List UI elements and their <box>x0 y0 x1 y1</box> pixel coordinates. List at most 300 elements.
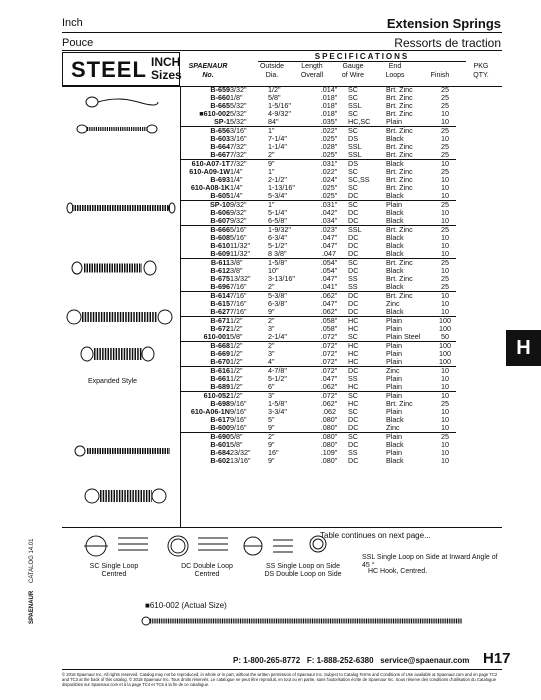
gauge-cell: .041" <box>320 282 338 291</box>
length-cell: 9" <box>268 307 275 316</box>
end-loops-cell: HC <box>348 399 359 408</box>
pkg-qty-cell: 25 <box>441 101 449 110</box>
length-cell: 6-3/4" <box>268 233 287 242</box>
end-loops-cell: SC <box>348 109 358 118</box>
end-loops-cell: DC <box>348 367 386 376</box>
part-number-cell: 610-A08-1K <box>190 183 230 192</box>
gauge-cell: .025" <box>320 191 338 200</box>
pkg-qty-cell: 25 <box>434 201 456 210</box>
pkg-qty-cell: 100 <box>434 342 456 351</box>
spring-icon <box>81 347 93 361</box>
finish-cell: Plain <box>386 349 402 358</box>
length-cell: 84" <box>268 117 279 126</box>
outside-dia-cell: 7/16" <box>230 307 247 316</box>
outside-dia-cell: 5/16" <box>230 226 268 235</box>
end-loops-cell: SC <box>348 392 386 401</box>
end-loops-cell: HC <box>348 382 359 391</box>
end-loops-cell: DC <box>348 423 359 432</box>
finish-cell: Brt. Zinc <box>386 399 413 408</box>
length-cell: 6" <box>268 382 275 391</box>
copyright-notice: © 2018 Spaenaur Inc. All rights reserved. Catalog may not be reproduced, in whole or in part, without the written permission of Spaenaur Inc. Subject to Catalog Terms and Conditions of Use available at Spaenaur.com and on page TC2 and TC3 at the back of this catalog. © 2018 Spaenaur Inc. Tous droits réservés. Le catalogue ne peut être reproduit, en tout ou en partie, sans l'autorisation écrite de Spaenaur Inc. Sous réserve des conditions d'utilisation du Catalogue disponibles sur Spaenaur.com et à la page TC4 et TC5 à la fin de ce catalogue. <box>62 672 498 687</box>
pkg-qty-cell: 10 <box>441 456 449 465</box>
gauge-cell: .080" <box>320 456 338 465</box>
legend-ss-ds: SS Single Loop on Side DS Double Loop on Side <box>264 563 342 578</box>
gauge-cell: .031" <box>310 201 348 210</box>
end-loops-cell: SC <box>348 433 386 442</box>
gauge-cell: .062" <box>310 292 348 301</box>
brand-vertical: SPAENAUR <box>29 590 35 624</box>
end-loops-cell: HC <box>348 324 359 333</box>
part-number-cell: B-606 <box>210 208 230 217</box>
finish-cell: Zinc <box>386 423 400 432</box>
end-loops-cell: SC <box>348 183 358 192</box>
gauge-cell: .109" <box>320 448 338 457</box>
pkg-qty-cell: 10 <box>441 423 449 432</box>
pkg-qty-cell: 10 <box>441 175 449 184</box>
end-loops-cell: DC <box>348 249 359 258</box>
gauge-cell: .023" <box>310 226 348 235</box>
end-loops-cell: DC <box>348 191 359 200</box>
length-cell: 4-7/8" <box>268 367 310 376</box>
end-loops-cell: SS <box>348 374 358 383</box>
outside-dia-cell: 3/8" <box>230 266 243 275</box>
end-loops-cell: DC <box>348 415 359 424</box>
actual-size-spring-icon <box>142 617 150 625</box>
end-loops-cell: DC <box>348 233 359 242</box>
gauge-cell: .018" <box>320 93 338 102</box>
pkg-qty-cell: 10 <box>441 307 449 316</box>
spring-icon <box>67 310 81 324</box>
length-cell: 1/2" <box>268 85 281 94</box>
finish-cell: Brt. Zinc <box>386 93 413 102</box>
outside-dia-cell: 7/32" <box>230 150 247 159</box>
finish-cell: Black <box>386 249 404 258</box>
spring-icon <box>98 99 158 105</box>
spring-icon <box>86 97 98 107</box>
end-loops-cell: DS <box>348 160 386 169</box>
end-loops-cell: SS <box>348 274 358 283</box>
part-number-cell: B-617 <box>210 415 230 424</box>
outside-dia-cell: 5/32" <box>230 101 247 110</box>
gauge-cell: .072" <box>310 342 348 351</box>
gauge-cell: .022" <box>320 167 338 176</box>
length-cell: 2" <box>268 150 275 159</box>
pkg-qty-cell: 10 <box>441 117 449 126</box>
col-header-finish: Finish <box>430 72 450 79</box>
outside-dia-cell: 1/2" <box>230 342 268 351</box>
length-cell: 3-3/4" <box>268 407 287 416</box>
length-cell: 9" <box>268 160 310 169</box>
pkg-qty-cell: 10 <box>434 160 456 169</box>
gauge-cell: .022" <box>310 127 348 136</box>
gauge-cell: .072" <box>310 367 348 376</box>
part-number-cell: B-607 <box>210 216 230 225</box>
length-cell: 2" <box>268 282 275 291</box>
finish-cell: Black <box>386 191 404 200</box>
part-number-cell: B-666 <box>180 226 230 235</box>
part-number-cell: B-690 <box>180 433 230 442</box>
outside-dia-cell: 23/32" <box>230 448 251 457</box>
length-cell: 2-1/2" <box>268 175 287 184</box>
expanded-style-label: Expanded Style <box>88 378 138 385</box>
contact-footer: P: 1-800-265-8772 F: 1-888-252-6380 service@spaenaur.com <box>233 656 470 665</box>
outside-dia-cell: 1/2" <box>230 374 243 383</box>
gauge-cell: .042" <box>320 208 338 217</box>
finish-cell: Black <box>386 266 404 275</box>
end-loops-cell: SC <box>348 259 386 268</box>
finish-cell: Brt. Zinc <box>386 183 413 192</box>
gauge-cell: .058" <box>310 317 348 326</box>
finish-cell: Brt. Zinc <box>386 109 413 118</box>
outside-dia-cell: 5/32" <box>230 109 247 118</box>
spring-illustration-set <box>62 86 180 527</box>
part-number-cell: B-611 <box>180 259 230 268</box>
finish-cell: Plain <box>386 382 402 391</box>
actual-size-label: ■610-002 (Actual Size) <box>145 601 227 610</box>
gauge-cell: .025" <box>320 134 338 143</box>
outside-dia-cell: 1/2" <box>230 349 243 358</box>
gauge-cell: .025" <box>320 183 338 192</box>
part-number-cell: B-616 <box>180 367 230 376</box>
steel-title: STEEL <box>71 57 147 82</box>
gauge-cell: .018" <box>320 101 338 110</box>
gauge-cell: .047" <box>320 374 338 383</box>
outside-dia-cell: 9/16" <box>230 407 247 416</box>
part-number-cell: B-672 <box>210 324 230 333</box>
header-rule <box>62 32 502 33</box>
length-cell: 3" <box>268 392 310 401</box>
finish-cell: Plain <box>386 392 434 401</box>
gauge-cell: .047" <box>320 233 338 242</box>
pkg-qty-cell: 10 <box>441 208 449 217</box>
end-loops-cell: DC <box>348 456 359 465</box>
finish-cell: Plain <box>386 324 402 333</box>
part-number-cell: B-675 <box>210 274 230 283</box>
end-loops-cell: SC <box>348 127 386 136</box>
part-number-cell: B-656 <box>180 127 230 136</box>
pkg-qty-cell: 10 <box>441 249 449 258</box>
pkg-qty-cell: 25 <box>441 150 449 159</box>
finish-cell: Brt. Zinc <box>386 101 413 110</box>
gauge-cell: .080" <box>320 423 338 432</box>
finish-cell: Plain <box>386 201 434 210</box>
outside-dia-cell: 3/32" <box>230 85 247 94</box>
pkg-qty-cell: 100 <box>434 317 456 326</box>
pkg-qty-cell: 25 <box>441 399 449 408</box>
spring-icon <box>85 489 99 503</box>
part-number-cell: 610-A07-1T <box>180 160 230 169</box>
end-loops-cell: DC <box>348 241 359 250</box>
gauge-cell: .062 <box>322 407 336 416</box>
part-number-cell: B-689 <box>210 382 230 391</box>
part-number-cell: B-601 <box>210 440 230 449</box>
part-number-cell: ■610-002 <box>199 109 230 118</box>
end-loops-cell: SC <box>348 167 358 176</box>
finish-cell: Brt. Zinc <box>386 85 413 94</box>
outside-dia-cell: 1/4" <box>230 167 243 176</box>
gauge-cell: .047" <box>320 274 338 283</box>
gauge-cell: .047" <box>320 299 338 308</box>
outside-dia-cell: 7/32" <box>230 160 268 169</box>
part-number-cell: B-693 <box>210 175 230 184</box>
pkg-qty-cell: 10 <box>441 134 449 143</box>
page-title-french: Ressorts de traction <box>394 36 501 50</box>
end-loops-cell: DC <box>348 299 359 308</box>
finish-cell: Black <box>386 282 404 291</box>
part-number-cell: B-610 <box>210 241 230 250</box>
legend-dc: DC Double Loop Centred <box>181 563 233 578</box>
pkg-qty-cell: 10 <box>441 191 449 200</box>
part-number-cell: SP-1 <box>214 117 230 126</box>
length-cell: 1-5/8" <box>268 399 287 408</box>
finish-cell: Black <box>386 134 404 143</box>
finish-cell: Brt. Zinc <box>386 127 434 136</box>
length-cell: 7-1/4" <box>268 134 287 143</box>
length-cell: 5/8" <box>268 93 281 102</box>
outside-dia-cell: 9/16" <box>230 423 247 432</box>
finish-cell: Plain <box>386 342 434 351</box>
page-title: Extension Springs <box>386 16 501 31</box>
part-number-cell: 610-052 <box>180 392 230 401</box>
gauge-cell: .080" <box>310 433 348 442</box>
length-cell: 4" <box>268 357 275 366</box>
finish-cell: Black <box>386 456 404 465</box>
length-cell: 9" <box>268 456 275 465</box>
pkg-qty-cell: 10 <box>441 407 449 416</box>
outside-dia-cell: 1/2" <box>230 367 268 376</box>
end-loops-cell: SS <box>348 448 358 457</box>
finish-cell: Brt. Zinc <box>386 167 413 176</box>
spring-icon <box>72 262 82 274</box>
outside-dia-cell: 13/32" <box>230 274 251 283</box>
pkg-qty-cell: 10 <box>441 415 449 424</box>
outside-dia-cell: 1/2" <box>230 317 268 326</box>
length-cell: 5-3/8" <box>268 292 310 301</box>
finish-cell: Plain <box>386 374 402 383</box>
part-number-cell: 610-A09-1W <box>189 167 230 176</box>
gauge-cell: .047" <box>320 241 338 250</box>
finish-cell: Black <box>386 160 434 169</box>
length-cell: 4-9/32" <box>268 109 291 118</box>
outside-dia-cell: 11/32" <box>230 249 251 258</box>
finish-cell: Brt. Zinc <box>386 150 413 159</box>
length-cell: 2-1/4" <box>268 332 287 341</box>
outside-dia-cell: 1/8" <box>230 93 243 102</box>
length-cell: 2" <box>268 342 310 351</box>
outside-dia-cell: 3/16" <box>230 127 268 136</box>
pkg-qty-cell: 50 <box>441 332 449 341</box>
finish-cell: Brt. Zinc <box>386 274 413 283</box>
finish-cell: Brt. Zinc <box>386 226 434 235</box>
finish-cell: Plain Steel <box>386 332 421 341</box>
end-loops-cell: SC <box>348 407 358 416</box>
part-number-cell: B-669 <box>210 349 230 358</box>
pkg-qty-cell: 25 <box>441 85 449 94</box>
gauge-cell: .058" <box>320 324 338 333</box>
gauge-cell: .035" <box>320 117 338 126</box>
part-number-cell: B-696 <box>210 282 230 291</box>
col-header-end-loops: End Loops <box>385 63 405 79</box>
end-loops-cell: SSL <box>348 226 386 235</box>
end-loops-cell: SSL <box>348 142 362 151</box>
end-loops-cell: SSL <box>348 150 362 159</box>
pkg-qty-cell: 25 <box>434 127 456 136</box>
end-loops-cell: SC <box>348 332 358 341</box>
pkg-qty-cell: 10 <box>441 241 449 250</box>
outside-dia-cell: 5/8" <box>230 440 243 449</box>
outside-dia-cell: 9/16" <box>230 399 247 408</box>
finish-cell: Plain <box>386 407 402 416</box>
finish-cell: Plain <box>386 117 402 126</box>
part-number-cell: B-661 <box>210 374 230 383</box>
outside-dia-cell: 1/4" <box>230 183 243 192</box>
finish-cell: Black <box>386 208 404 217</box>
outside-dia-cell: 5/16" <box>230 233 247 242</box>
outside-dia-cell: 5/32" <box>230 117 247 126</box>
pkg-qty-cell: 25 <box>434 259 456 268</box>
part-number-cell: B-600 <box>210 423 230 432</box>
pkg-qty-cell: 10 <box>441 233 449 242</box>
pkg-qty-cell: 100 <box>439 324 451 333</box>
end-loops-cell: DC <box>348 292 386 301</box>
end-loops-cell: DC <box>348 307 359 316</box>
gauge-cell: .072" <box>310 392 348 401</box>
end-loops-cell: SC <box>348 93 358 102</box>
end-loops-cell: SSL <box>348 101 362 110</box>
outside-dia-cell: 1/2" <box>230 382 243 391</box>
part-number-cell: B-602 <box>210 456 230 465</box>
outside-dia-cell: 9/32" <box>230 208 247 217</box>
finish-cell: Black <box>386 415 404 424</box>
length-cell: 1-9/32" <box>268 226 310 235</box>
pkg-qty-cell: 25 <box>434 433 456 442</box>
length-cell: 10" <box>268 266 279 275</box>
ss-spring-icon <box>273 540 293 552</box>
pkg-qty-cell: 100 <box>439 357 451 366</box>
outside-dia-cell: 5/8" <box>230 433 268 442</box>
end-loops-cell: SC,SS <box>348 175 370 184</box>
length-cell: 1-1/4" <box>268 142 287 151</box>
end-loops-cell: HC,SC <box>348 117 371 126</box>
spring-illustrations <box>62 86 181 527</box>
length-cell: 6-5/8" <box>268 216 287 225</box>
table-continues-note: Table continues on next page... <box>320 531 431 540</box>
length-cell: 16" <box>268 448 279 457</box>
length-cell: 1" <box>268 167 275 176</box>
outside-dia-cell: 7/16" <box>230 292 268 301</box>
finish-cell: Brt. Zinc <box>386 142 413 151</box>
spec-table <box>180 86 456 465</box>
pkg-qty-cell: 10 <box>441 440 449 449</box>
finish-cell: Zinc <box>386 367 434 376</box>
gauge-cell: .062" <box>320 382 338 391</box>
pkg-qty-cell: 10 <box>441 216 449 225</box>
outside-dia-cell: 1/4" <box>230 191 243 200</box>
gauge-cell: .014" <box>320 85 338 94</box>
end-loops-cell: DC <box>348 216 359 225</box>
end-loops-cell: DC <box>348 266 359 275</box>
legend-ssl: SSL Single Loop on Side at Inward Angle of 45 ° <box>362 554 498 569</box>
end-loops-cell: SS <box>348 282 358 291</box>
part-number-cell: SP-10 <box>180 201 230 210</box>
dc-spring-icon <box>198 538 228 550</box>
length-cell: 3" <box>268 324 275 333</box>
outside-dia-cell: 7/16" <box>230 299 247 308</box>
outside-dia-cell: 3/16" <box>230 134 247 143</box>
gauge-cell: .018" <box>320 109 338 118</box>
finish-cell: Brt. Zinc <box>386 292 434 301</box>
part-number-cell: 610-A06-1N <box>190 407 230 416</box>
part-number-cell: 610-001 <box>203 332 230 341</box>
col-header-pkg: PKG QTY. <box>473 63 489 79</box>
finish-cell: Brt. Zinc <box>386 259 434 268</box>
header-inch: Inch <box>62 17 83 29</box>
finish-cell: Black <box>386 307 404 316</box>
outside-dia-cell: 1/2" <box>230 392 268 401</box>
gauge-cell: .047 <box>322 249 336 258</box>
pkg-qty-cell: 25 <box>441 142 449 151</box>
outside-dia-cell: 3/8" <box>230 259 268 268</box>
finish-cell: Plain <box>386 448 402 457</box>
part-number-cell: B-698 <box>210 399 230 408</box>
legend-hc: HC Hook, Centred. <box>368 568 428 575</box>
gauge-cell: .025" <box>320 150 338 159</box>
part-number-cell: B-615 <box>210 299 230 308</box>
length-cell: 5-1/2" <box>268 241 287 250</box>
specifications-title: SPECIFICATIONS <box>314 52 410 61</box>
gauge-cell: .072" <box>320 332 338 341</box>
length-cell: 5-1/2" <box>268 374 287 383</box>
col-header-length: Length Overall <box>300 63 324 79</box>
end-loop-diagrams <box>78 528 348 568</box>
gauge-cell: .080" <box>320 440 338 449</box>
length-cell: 9" <box>268 440 275 449</box>
length-cell: 1-5/16" <box>268 101 291 110</box>
col-header-outside-dia: Outside Dia. <box>259 63 285 79</box>
sc-spring-icon <box>118 538 148 550</box>
finish-cell: Black <box>386 233 404 242</box>
gauge-cell: .031" <box>310 160 348 169</box>
length-cell: 6-3/8" <box>268 299 287 308</box>
gauge-cell: .024" <box>320 175 338 184</box>
part-number-cell: B-660 <box>210 93 230 102</box>
part-number-cell: B-668 <box>180 342 230 351</box>
pkg-qty-cell: 10 <box>441 299 449 308</box>
end-loops-cell: SC <box>348 201 386 210</box>
col-header-part-no: SPAENAUR No. <box>188 63 228 79</box>
pkg-qty-cell: 25 <box>441 282 449 291</box>
end-loops-cell: DC <box>348 440 359 449</box>
length-cell: 5-3/4" <box>268 191 287 200</box>
outside-dia-cell: 7/32" <box>230 142 247 151</box>
length-cell: 5" <box>268 415 275 424</box>
pkg-qty-cell: 25 <box>441 167 449 176</box>
gauge-cell: .080" <box>320 415 338 424</box>
end-loops-cell: HC <box>348 357 359 366</box>
pkg-qty-cell: 10 <box>441 109 449 118</box>
outside-dia-cell: 13/16" <box>230 456 251 465</box>
steel-title-box <box>62 52 180 86</box>
outside-dia-cell: 1/2" <box>230 324 243 333</box>
length-cell: 3-13/16" <box>268 274 295 283</box>
header-rule <box>62 50 502 51</box>
length-cell: 5-1/4" <box>268 208 287 217</box>
part-number-cell: B-612 <box>210 266 230 275</box>
table-row <box>180 457 456 465</box>
pkg-qty-cell: 10 <box>434 292 456 301</box>
pkg-qty-cell: 10 <box>441 183 449 192</box>
finish-cell: Black <box>386 216 404 225</box>
